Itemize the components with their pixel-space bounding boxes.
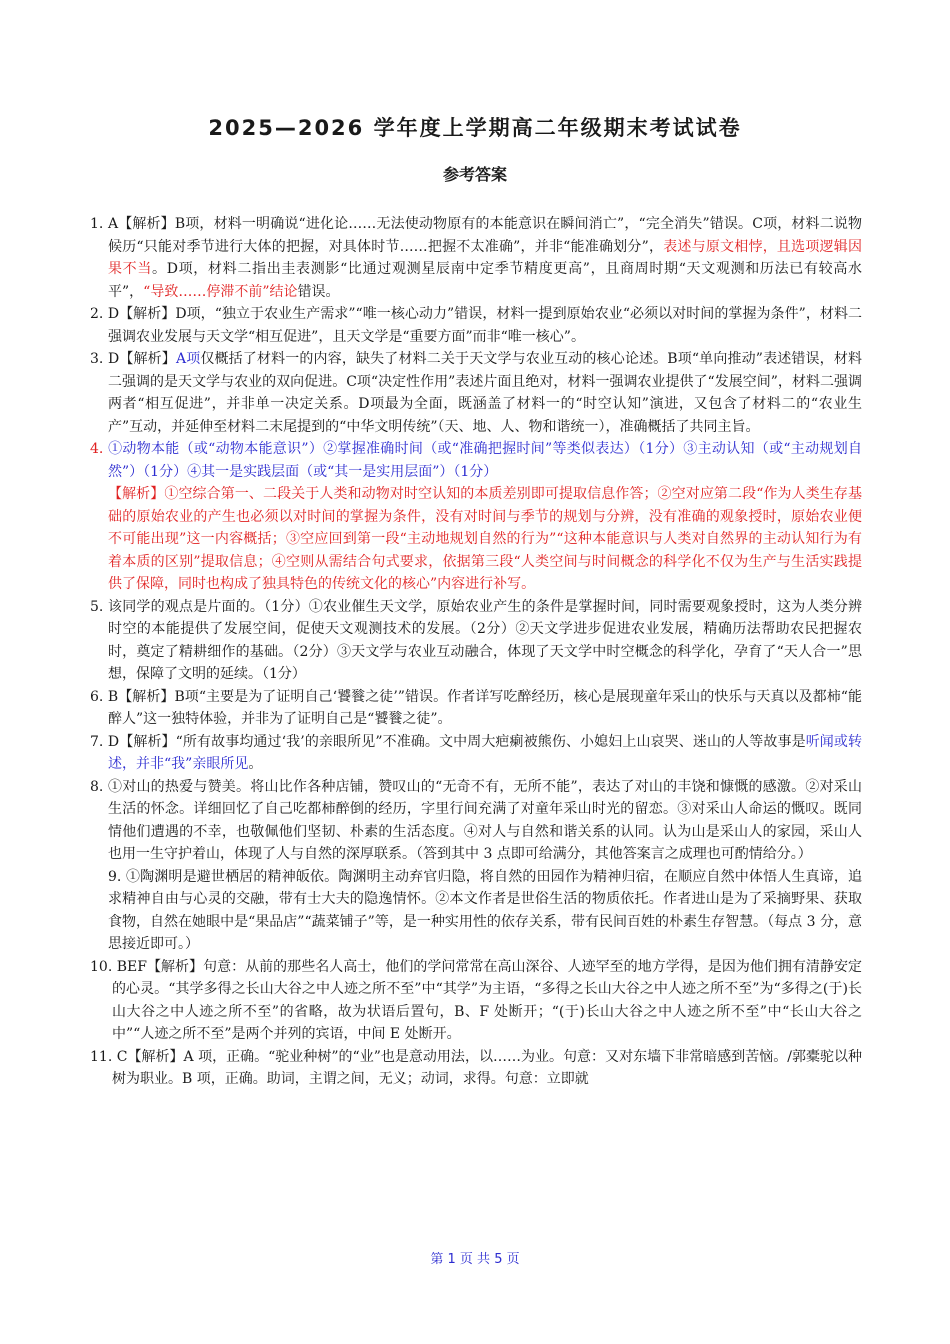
answer-content bbox=[90, 213, 862, 1091]
page-title: 2025—2026 学年度上学期高二年级期末考试试卷 bbox=[208, 116, 742, 140]
page-subtitle: 参考答案 bbox=[442, 165, 507, 184]
answer-item-6: 6. B【解析】B项“主要是为了证明自己‘饕餮之徒’”错误。作者详写吃醉经历，核心是展现童年采山的快乐与天真以及都柿“能醉人”这一独特体验，并非为了证明自己是“饕餮之徒”。 bbox=[90, 688, 862, 727]
answer-item-10: 10. BEF【解析】句意：从前的那些名人高士，他们的学问常常在高山深谷、人迹罕至的地方学得，是因为他们拥有清静安定的心灵。“其学多得之长山大谷之中人迹之所不至”中“其学”为主语，“多得之长山大谷之中人迹之所不至”为“多得之(于)长山大谷之中人迹之所不至”的省略，故为状语后置句，B、F 处断开；“(于)长山大谷之中人迹之所不至”中“长山大谷之中”“人迹之所不至”是两个并列的宾语，中间 E 处断开。 bbox=[90, 958, 862, 1042]
page-footer: 第 1 页 共 5 页 bbox=[430, 1252, 520, 1267]
answer-item-8: 8. ①对山的热爱与赞美。将山比作各种店铺，赞叹山的“无奇不有，无所不能”，表达了对山的丰饶和慷慨的感激。②对采山生活的怀念。详细回忆了自己吃都柿醉倒的经历，字里行间充满了对童年采山时光的留恋。③对采山人命运的慨叹。既同情他们遭遇的不幸，也敬佩他们坚韧、朴素的生活态度。④对人与自然和谐关系的认同。认为山是采山人的家园，采山人也用一生守护着山，体现了人与自然的深厚联系。（答到其中 3 点即可给满分，其他答案言之成理也可酌情给分。） bbox=[90, 778, 862, 862]
answer-item-4: 4. ①动物本能（或“动物本能意识”）②掌握准确时间（或“准确把握时间”等类似表达）（1分）③主动认知（或“主动规划自然”）（1分）④其一是实践层面（或“其一是实用层面”）（1分） bbox=[90, 441, 862, 480]
answer-item-9: 9. ①陶渊明是避世栖居的精神皈依。陶渊明主动弃官归隐，将自然的田园作为精神归宿，在顺应自然中体悟人生真谛，追求精神自由与心灵的交融，带有士大夫的隐逸情怀。②本文作者是世俗生活的物质依托。作者进山是为了采摘野果、获取食物，自然在她眼中是“果品店”“蔬菜铺子”等，是一种实用性的依存关系，带有民间百姓的朴素生存智慧。（每点 3 分，意思接近即可。） bbox=[108, 868, 862, 952]
answer-item-4-analysis: 【解析】①空综合第一、二段关于人类和动物对时空认知的本质差别即可提取信息作答；②空对应第二段“作为人类生存基础的原始农业的产生也必须以对时间的掌握为条件，没有对时间与季节的规划与分辨，没有准确的观象授时，原始农业便不可能出现”这一内容概括；③空应回到第一段“主动地规划自然的行为”“这种本能意识与人类对自然界的主动认知行为有着本质的区别”提取信息；④空则从需结合句式要求，依据第三段“人类空间与时间概念的科学化不仅为生产与生活实践提供了保障，同时也构成了独具特色的传统文化的核心”内容进行补写。 bbox=[108, 486, 862, 592]
answer-item-3: 3. D【解析】A项仅概括了材料一的内容，缺失了材料二关于天文学与农业互动的核心论述。B项“单向推动”表述错误，材料二强调的是天文学与农业的双向促进。C项“决定性作用”表述片面且绝对，材料一强调农业提供了“发展空间”，材料二强调两者“相互促进”，并非单一决定关系。D项最为全面，既涵盖了材料一的“时空认知”演进，又包含了材料二的“农业生产”互动，并延伸至材料二末尾提到的“中华文明传统”（天、地、人、物和谐统一），准确概括了共同主旨。 bbox=[90, 351, 862, 435]
answer-item-5: 5. 该同学的观点是片面的。（1分）①农业催生天文学，原始农业产生的条件是掌握时间，同时需要观象授时，这为人类分辨时空的本能提供了发展空间，促使天文观测技术的发展。（2分）②天文学进步促进农业发展，精确历法帮助农民把握农时，奠定了精耕细作的基础。（2分）③天文学与农业互动融合，体现了天文学中时空概念的科学化，孕育了“天人合一”思想，保障了文明的延续。（1分） bbox=[90, 598, 862, 682]
answer-item-2: 2. D【解析】D项，“独立于农业生产需求”“唯一核心动力”错误，材料一提到原始农业“必须以对时间的掌握为条件”，材料二强调农业发展与天文学“相互促进”，且天文学是“重要方面”而非“唯一核心”。 bbox=[90, 306, 862, 345]
answer-item-7: 7. D【解析】“所有故事均通过‘我’的亲眼所见”不准确。文中周大疤瘌被熊伤、小媳妇上山哀哭、迷山的人等故事是听闻或转述，并非“我”亲眼所见。 bbox=[90, 733, 862, 772]
answer-item-1: 1. A【解析】B项，材料一明确说“进化论……无法使动物原有的本能意识在瞬间消亡”，“完全消失”错误。C项，材料二说物候历“只能对季节进行大体的把握，对具体时节……把握不太准确”，并非“能准确划分”，表述与原文相悖，且选项逻辑因果不当。D项，材料二指出圭表测影“比通过观测星辰南中定季节精度更高”，且商周时期“天文观测和历法已有较高水平”，“导致……停滞不前”结论错误。 bbox=[90, 216, 863, 300]
answer-item-11: 11. C【解析】A 项，正确。“驼业种树”的“业”也是意动用法，以……为业。句意：又对东墙下非常暗感到苦恼。/郭橐驼以种树为职业。B 项，正确。助词，主谓之间，无义；动词，求得。句意：立即就 bbox=[90, 1048, 862, 1087]
